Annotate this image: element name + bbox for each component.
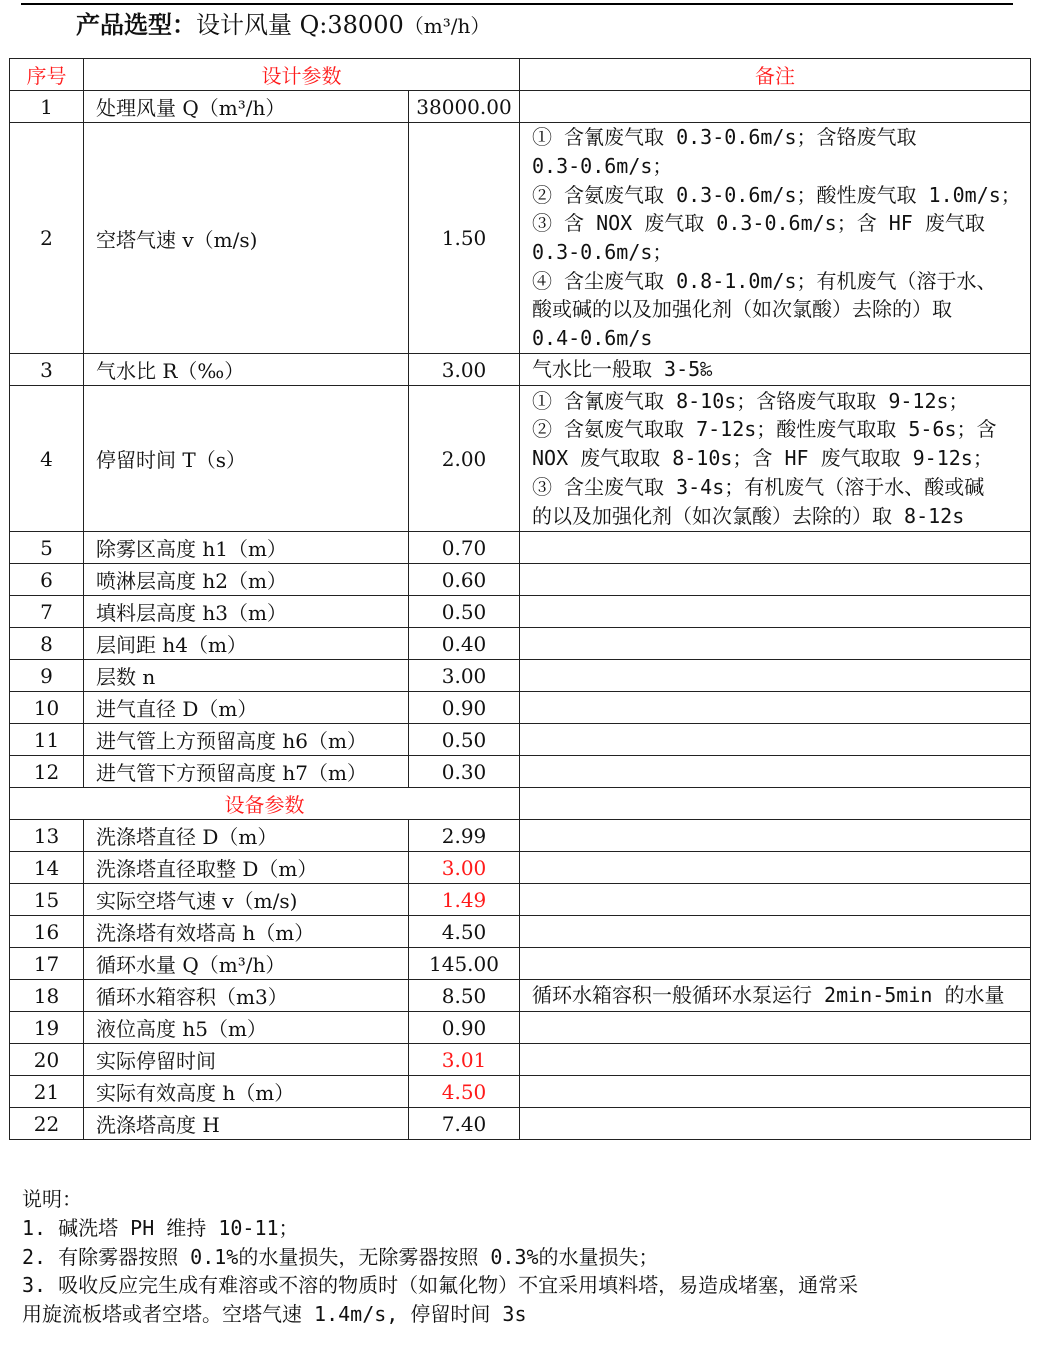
remark-line: ① 含氰废气取 0.3-0.6m/s；含铬废气取	[532, 125, 917, 150]
table-row	[10, 1012, 1031, 1044]
row-remark	[520, 852, 1031, 884]
row-remark	[520, 692, 1031, 724]
notes-heading: 说明：	[22, 1187, 82, 1211]
title-unit: （m³/h）	[403, 14, 491, 38]
row-param: 进气管下方预留高度 h7（m）	[84, 756, 409, 788]
row-param: 空塔气速 v（m/s)	[84, 123, 409, 354]
header-index: 序号	[10, 59, 84, 91]
row-remark	[520, 532, 1031, 564]
note-line: 3. 吸收反应完生成有难溶或不溶的物质时（如氟化物）不宜采用填料塔，易造成堵塞，通常采	[22, 1273, 859, 1298]
row-index: 22	[10, 1108, 84, 1140]
row-param: 处理风量 Q（m³/h）	[84, 91, 409, 123]
table-row	[10, 354, 1031, 386]
section-remark-empty	[520, 788, 1031, 820]
row-remark	[520, 564, 1031, 596]
table-row	[10, 756, 1031, 788]
row-param: 实际停留时间	[84, 1044, 409, 1076]
row-param: 循环水量 Q（m³/h）	[84, 948, 409, 980]
row-param: 实际有效高度 h（m）	[84, 1076, 409, 1108]
row-index: 20	[10, 1044, 84, 1076]
table-row	[10, 820, 1031, 852]
row-remark	[520, 884, 1031, 916]
table-row	[10, 692, 1031, 724]
row-remark	[520, 948, 1031, 980]
table-row	[10, 948, 1031, 980]
row-param: 液位高度 h5（m）	[84, 1012, 409, 1044]
row-value: 7.40	[409, 1108, 520, 1140]
notes-section	[22, 1185, 858, 1329]
row-index: 9	[10, 660, 84, 692]
row-param: 气水比 R（‰）	[84, 354, 409, 386]
table-row	[10, 123, 1031, 354]
note-line: 1. 碱洗塔 PH 维持 10-11；	[22, 1215, 299, 1240]
table-row	[10, 596, 1031, 628]
remark-line: 气水比一般取 3-5‰	[532, 357, 713, 382]
row-param: 进气直径 D（m）	[84, 692, 409, 724]
row-value: 145.00	[409, 948, 520, 980]
row-value: 2.99	[409, 820, 520, 852]
row-index: 6	[10, 564, 84, 596]
title-text: 设计风量 Q:38000	[196, 11, 404, 39]
row-param: 填料层高度 h3（m）	[84, 596, 409, 628]
row-param: 层间距 h4（m）	[84, 628, 409, 660]
row-param: 洗涤塔高度 H	[84, 1108, 409, 1140]
row-index: 17	[10, 948, 84, 980]
table-row	[10, 884, 1031, 916]
table-row	[10, 852, 1031, 884]
row-remark	[520, 628, 1031, 660]
row-remark	[520, 916, 1031, 948]
table-row	[10, 980, 1031, 1012]
row-remark: 循环水箱容积一般循环水泵运行 2min-5min 的水量	[520, 980, 1031, 1012]
row-index: 5	[10, 532, 84, 564]
row-index: 1	[10, 91, 84, 123]
header-remarks: 备注	[520, 59, 1031, 91]
remark-line: 0.4-0.6m/s	[532, 326, 653, 351]
row-value: 0.30	[409, 756, 520, 788]
spec-table	[9, 58, 1031, 1140]
row-remark	[520, 1044, 1031, 1076]
row-value: 1.49	[409, 884, 520, 916]
row-remark	[520, 756, 1031, 788]
section-row-equipment	[10, 788, 1031, 820]
row-remark	[520, 596, 1031, 628]
table-row	[10, 724, 1031, 756]
row-index: 15	[10, 884, 84, 916]
row-param: 除雾区高度 h1（m）	[84, 532, 409, 564]
row-index: 16	[10, 916, 84, 948]
row-index: 19	[10, 1012, 84, 1044]
table-row	[10, 1108, 1031, 1140]
row-index: 11	[10, 724, 84, 756]
table-row	[10, 660, 1031, 692]
remark-line: ② 含氨废气取取 7-12s；酸性废气取取 5-6s；含	[532, 417, 997, 442]
table-row	[10, 916, 1031, 948]
remark-line: NOX 废气取取 8-10s；含 HF 废气取取 9-12s；	[532, 446, 993, 471]
table-row	[10, 1044, 1031, 1076]
note-line: 2. 有除雾器按照 0.1%的水量损失，无除雾器按照 0.3%的水量损失；	[22, 1244, 659, 1269]
row-index: 4	[10, 386, 84, 532]
remark-line: ③ 含尘废气取 3-4s；有机废气（溶于水、酸或碱	[532, 474, 985, 499]
row-param: 停留时间 T（s）	[84, 386, 409, 532]
table-row	[10, 1076, 1031, 1108]
table-row	[10, 386, 1031, 532]
row-index: 18	[10, 980, 84, 1012]
row-remark	[520, 91, 1031, 123]
row-param: 洗涤塔有效塔高 h（m）	[84, 916, 409, 948]
table-row	[10, 532, 1031, 564]
row-remark	[520, 123, 1031, 354]
row-index: 14	[10, 852, 84, 884]
row-value: 0.50	[409, 596, 520, 628]
section-title-equipment: 设备参数	[10, 788, 520, 820]
remark-line: ④ 含尘废气取 0.8-1.0m/s；有机废气（溶于水、	[532, 268, 997, 293]
row-remark	[520, 1012, 1031, 1044]
row-param: 层数 n	[84, 660, 409, 692]
row-remark	[520, 386, 1031, 532]
page-title	[76, 8, 490, 42]
row-value: 3.00	[409, 660, 520, 692]
row-value: 38000.00	[409, 91, 520, 123]
row-index: 21	[10, 1076, 84, 1108]
header-params: 设计参数	[84, 59, 520, 91]
remark-line: ③ 含 NOX 废气取 0.3-0.6m/s；含 HF 废气取	[532, 211, 985, 236]
row-remark	[520, 1108, 1031, 1140]
title-label: 产品选型：	[76, 10, 196, 39]
remark-line: 酸或碱的以及加强化剂（如次氯酸）去除的）取	[532, 297, 952, 322]
row-value: 0.90	[409, 1012, 520, 1044]
row-value: 3.00	[409, 852, 520, 884]
remark-line: ① 含氰废气取 8-10s；含铬废气取取 9-12s；	[532, 388, 969, 413]
row-index: 2	[10, 123, 84, 354]
remark-line: ② 含氨废气取 0.3-0.6m/s；酸性废气取 1.0m/s；	[532, 182, 1021, 207]
row-param: 洗涤塔直径取整 D（m）	[84, 852, 409, 884]
row-value: 2.00	[409, 386, 520, 532]
note-line: 用旋流板塔或者空塔。空塔气速 1.4m/s, 停留时间 3s	[22, 1302, 527, 1327]
row-value: 8.50	[409, 980, 520, 1012]
row-index: 13	[10, 820, 84, 852]
row-param: 洗涤塔直径 D（m）	[84, 820, 409, 852]
row-value: 3.01	[409, 1044, 520, 1076]
row-value: 0.40	[409, 628, 520, 660]
row-value: 3.00	[409, 354, 520, 386]
row-value: 0.50	[409, 724, 520, 756]
row-value: 0.90	[409, 692, 520, 724]
table-header-row	[10, 59, 1031, 91]
row-value: 0.70	[409, 532, 520, 564]
row-param: 进气管上方预留高度 h6（m）	[84, 724, 409, 756]
row-param: 实际空塔气速 v（m/s)	[84, 884, 409, 916]
row-index: 12	[10, 756, 84, 788]
table-row	[10, 628, 1031, 660]
row-value: 4.50	[409, 916, 520, 948]
remark-line: 0.3-0.6m/s；	[532, 153, 673, 178]
row-index: 8	[10, 628, 84, 660]
row-value: 0.60	[409, 564, 520, 596]
row-remark	[520, 1076, 1031, 1108]
row-remark	[520, 354, 1031, 386]
remark-line: 的以及加强化剂（如次氯酸）去除的）取 8-12s	[532, 503, 965, 528]
remark-line: 0.3-0.6m/s；	[532, 240, 673, 264]
row-param: 循环水箱容积（m3）	[84, 980, 409, 1012]
row-remark	[520, 820, 1031, 852]
row-remark	[520, 724, 1031, 756]
row-param: 喷淋层高度 h2（m）	[84, 564, 409, 596]
row-remark	[520, 660, 1031, 692]
row-value: 4.50	[409, 1076, 520, 1108]
table-row	[10, 91, 1031, 123]
row-index: 7	[10, 596, 84, 628]
row-index: 10	[10, 692, 84, 724]
table-row	[10, 564, 1031, 596]
row-index: 3	[10, 354, 84, 386]
row-value: 1.50	[409, 123, 520, 354]
top-rule	[21, 3, 1013, 5]
